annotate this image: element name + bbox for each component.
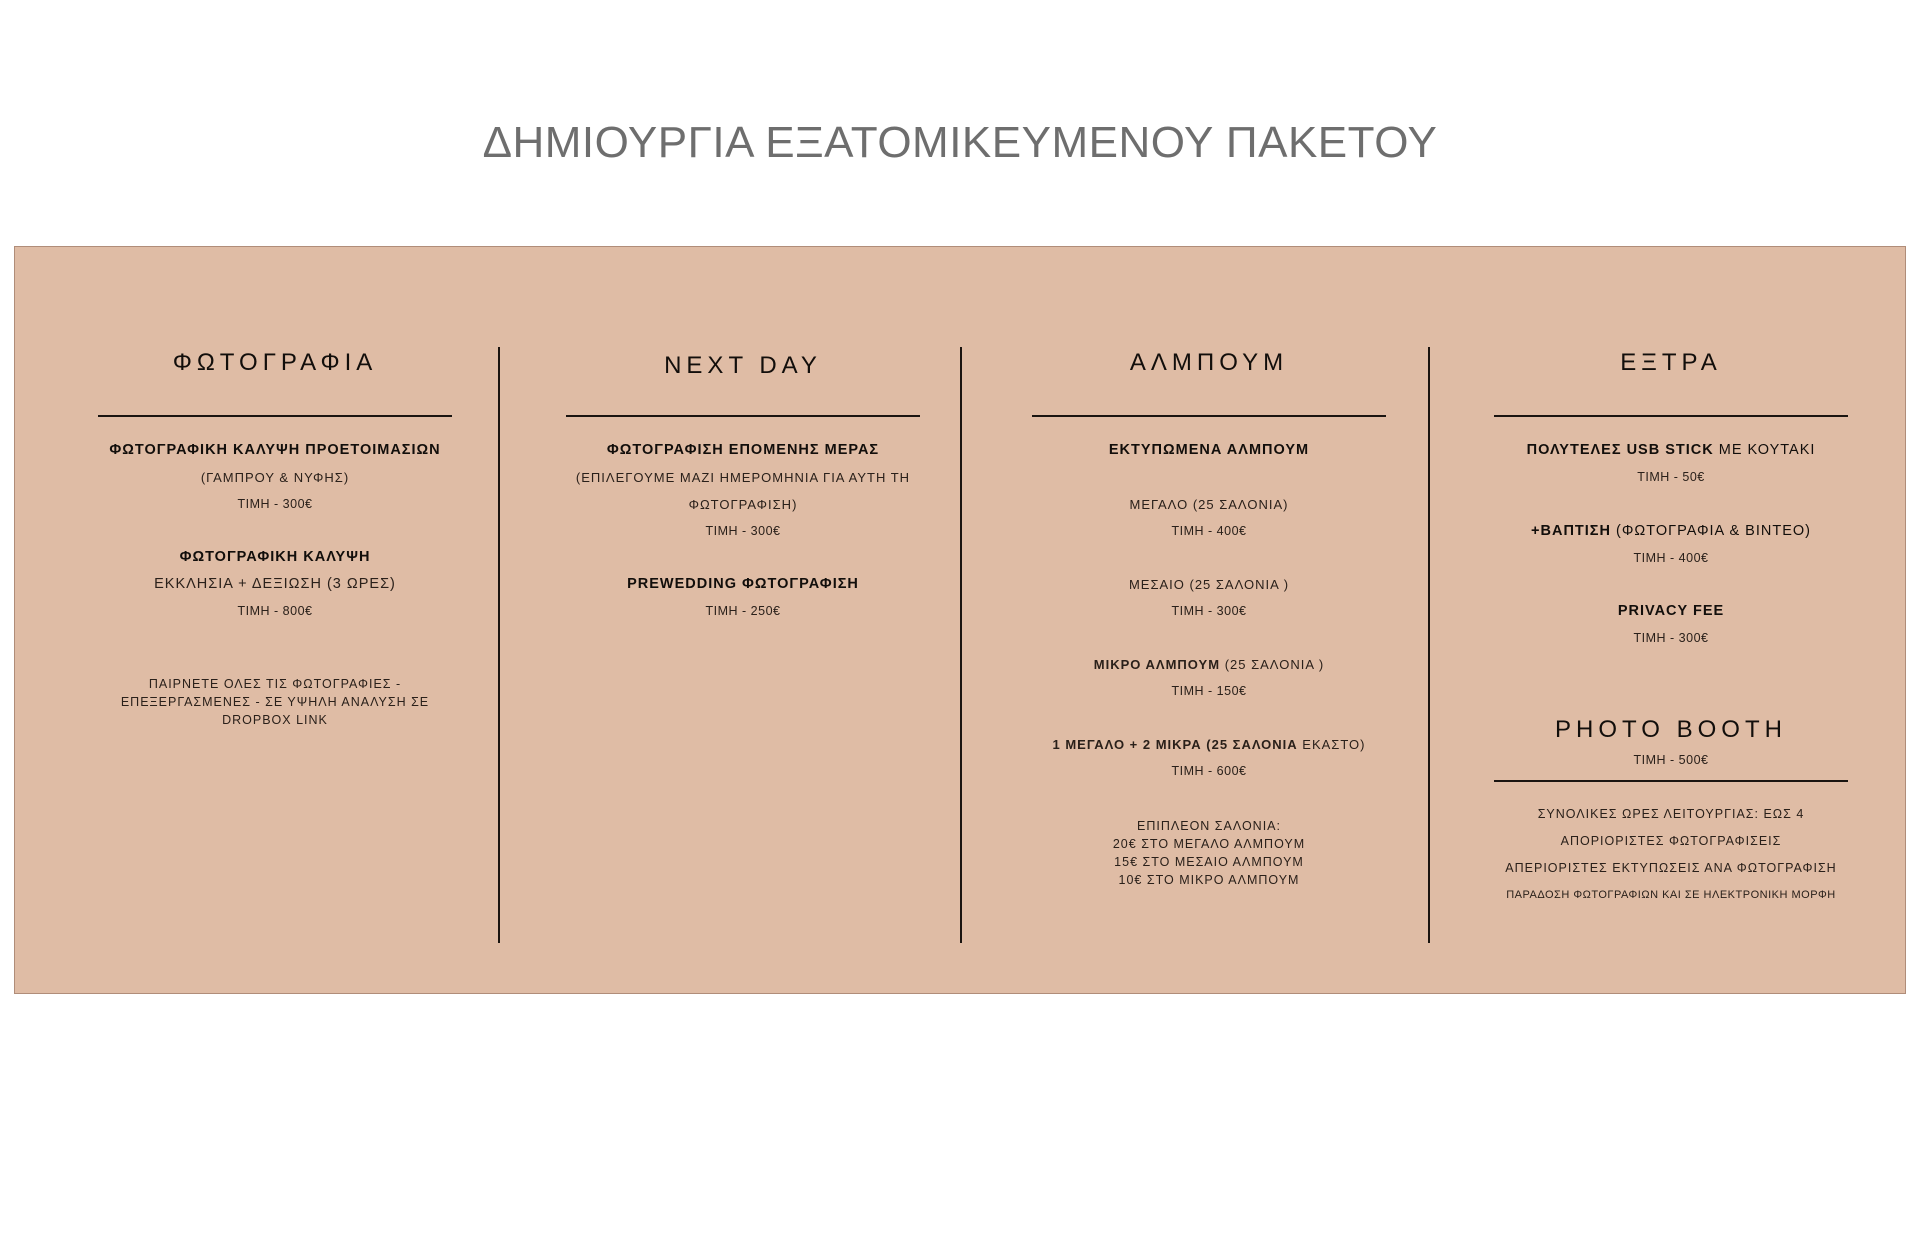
delivery-note-line1: ΠΑΙΡΝΕΤΕ ΟΛΕΣ ΤΙΣ ΦΩΤΟΓΡΑΦΙΕΣ - (148, 677, 402, 691)
extra-heading: ΕΞΤΡΑ (1620, 349, 1722, 376)
baptism-title: +ΒΑΠΤΙΣΗ (1531, 523, 1611, 539)
extra-spreads-large: 20€ ΣΤΟ ΜΕΓΑΛΟ ΑΛΜΠΟΥΜ (1112, 837, 1306, 851)
extra-spreads-small: 10€ ΣΤΟ ΜΙΚΡΟ ΑΛΜΠΟΥΜ (1118, 873, 1300, 887)
photography-heading: ΦΩΤΟΓΡΑΦΙΑ (172, 349, 378, 376)
column-divider (498, 347, 500, 943)
full-coverage-price: ΤΙΜΗ - 800€ (237, 604, 313, 618)
prep-coverage-title: ΦΩΤΟΓΡΑΦΙΚΗ ΚΑΛΥΨΗ ΠΡΟΕΤΟΙΜΑΣΙΩΝ (109, 442, 441, 458)
medium-album-price: ΤΙΜΗ - 300€ (1171, 604, 1247, 618)
column-extra (1481, 247, 1861, 993)
column-album (1019, 247, 1399, 993)
full-coverage-title: ΦΩΤΟΓΡΑΦΙΚΗ ΚΑΛΥΨΗ (179, 549, 371, 565)
printed-albums-title: ΕΚΤΥΠΩΜΕΝΑ ΑΛΜΠΟΥΜ (1108, 442, 1310, 458)
large-album-title: ΜΕΓΑΛΟ (25 ΣΑΛΟΝΙΑ) (1129, 497, 1289, 512)
photo-booth-rule (1494, 780, 1848, 782)
photo-booth-hours: ΣΥΝΟΛΙΚΕΣ ΩΡΕΣ ΛΕΙΤΟΥΡΓΙΑΣ: ΕΩΣ 4 (1537, 807, 1805, 821)
next-day-shoot-price: ΤΙΜΗ - 300€ (705, 524, 781, 538)
usb-stick-box: ΜΕ ΚΟΥΤΑΚΙ (1718, 442, 1816, 458)
small-album-title: ΜΙΚΡΟ ΑΛΜΠΟΥΜ (1093, 657, 1221, 672)
next-day-shoot-sub-line1: (ΕΠΙΛΕΓΟΥΜΕ ΜΑΖΙ ΗΜΕΡΟΜΗΝΙΑ ΓΙΑ ΑΥΤΗ ΤΗ (575, 470, 911, 485)
next-day-heading: NEXT DAY (664, 352, 822, 379)
extra-spreads-medium: 15€ ΣΤΟ ΜΕΣΑΙΟ ΑΛΜΠΟΥΜ (1114, 855, 1304, 869)
small-album-pages: (25 ΣΑΛΟΝΙΑ ) (1224, 657, 1325, 672)
column-divider (1428, 347, 1430, 943)
column-photography (85, 247, 465, 993)
photography-rule (98, 415, 452, 417)
combo-album-each: ΕΚΑΣΤΟ) (1302, 737, 1366, 752)
delivery-note-line2: ΕΠΕΞΕΡΓΑΣΜΕΝΕΣ - ΣΕ ΥΨΗΛΗ ΑΝΑΛΥΣΗ ΣΕ (120, 695, 430, 709)
prep-coverage-price: ΤΙΜΗ - 300€ (237, 497, 313, 511)
baptism-details: (ΦΩΤΟΓΡΑΦΙΑ & ΒΙΝΤΕΟ) (1616, 523, 1811, 539)
prewedding-price: ΤΙΜΗ - 250€ (705, 604, 781, 618)
privacy-fee-title: PRIVACY FEE (1617, 603, 1725, 619)
column-next-day (553, 247, 933, 993)
album-rule (1032, 415, 1386, 417)
combo-album-title: 1 ΜΕΓΑΛΟ + 2 ΜΙΚΡΑ (25 ΣΑΛΟΝΙΑ (1052, 737, 1298, 752)
combo-album-price: ΤΙΜΗ - 600€ (1171, 764, 1247, 778)
small-album-price: ΤΙΜΗ - 150€ (1171, 684, 1247, 698)
next-day-shoot-sub-line2: ΦΩΤΟΓΡΑΦΙΣΗ) (688, 497, 798, 512)
photo-booth-price: ΤΙΜΗ - 500€ (1633, 753, 1709, 767)
extra-rule (1494, 415, 1848, 417)
delivery-note-line3: DROPBOX LINK (222, 713, 328, 727)
baptism-price: ΤΙΜΗ - 400€ (1633, 551, 1709, 565)
photo-booth-photos: ΑΠΟΡΙΟΡΙΣΤΕΣ ΦΩΤΟΓΡΑΦΙΣΕΙΣ (1560, 834, 1782, 848)
full-coverage-sub: ΕΚΚΛΗΣΙΑ + ΔΕΞΙΩΣΗ (3 ΩΡΕΣ) (154, 576, 396, 592)
packages-panel (14, 246, 1906, 994)
prewedding-title: PREWEDDING ΦΩΤΟΓΡΑΦΙΣΗ (627, 576, 859, 592)
prep-coverage-sub: (ΓΑΜΠΡΟΥ & ΝΥΦΗΣ) (200, 470, 350, 485)
page-title: ΔΗΜΙΟΥΡΓΙΑ ΕΞΑΤΟΜΙΚΕΥΜΕΝΟΥ ΠΑΚΕΤΟΥ (482, 118, 1438, 167)
privacy-fee-price: ΤΙΜΗ - 300€ (1633, 631, 1709, 645)
usb-stick-price: ΤΙΜΗ - 50€ (1637, 470, 1705, 484)
photo-booth-delivery: ΠΑΡΑΔΟΣΗ ΦΩΤΟΓΡΑΦΙΩΝ ΚΑΙ ΣΕ ΗΛΕΚΤΡΟΝΙΚΗ ΜΟΡΦΗ (1506, 889, 1836, 901)
next-day-shoot-title: ΦΩΤΟΓΡΑΦΙΣΗ ΕΠΟΜΕΝΗΣ ΜΕΡΑΣ (606, 442, 880, 458)
column-divider (960, 347, 962, 943)
large-album-price: ΤΙΜΗ - 400€ (1171, 524, 1247, 538)
photo-booth-prints: ΑΠΕΡΙΟΡΙΣΤΕΣ ΕΚΤΥΠΩΣΕΙΣ ΑΝΑ ΦΩΤΟΓΡΑΦΙΣΗ (1505, 861, 1837, 875)
album-heading: ΑΛΜΠΟΥΜ (1129, 349, 1289, 376)
photo-booth-heading: PHOTO BOOTH (1555, 716, 1787, 743)
medium-album-title: ΜΕΣΑΙΟ (25 ΣΑΛΟΝΙΑ ) (1128, 577, 1290, 592)
next-day-rule (566, 415, 920, 417)
usb-stick-title: ΠΟΛΥΤΕΛΕΣ USB STICK (1526, 442, 1714, 458)
extra-spreads-label: ΕΠΙΠΛΕΟΝ ΣΑΛΟΝΙΑ: (1137, 819, 1281, 833)
